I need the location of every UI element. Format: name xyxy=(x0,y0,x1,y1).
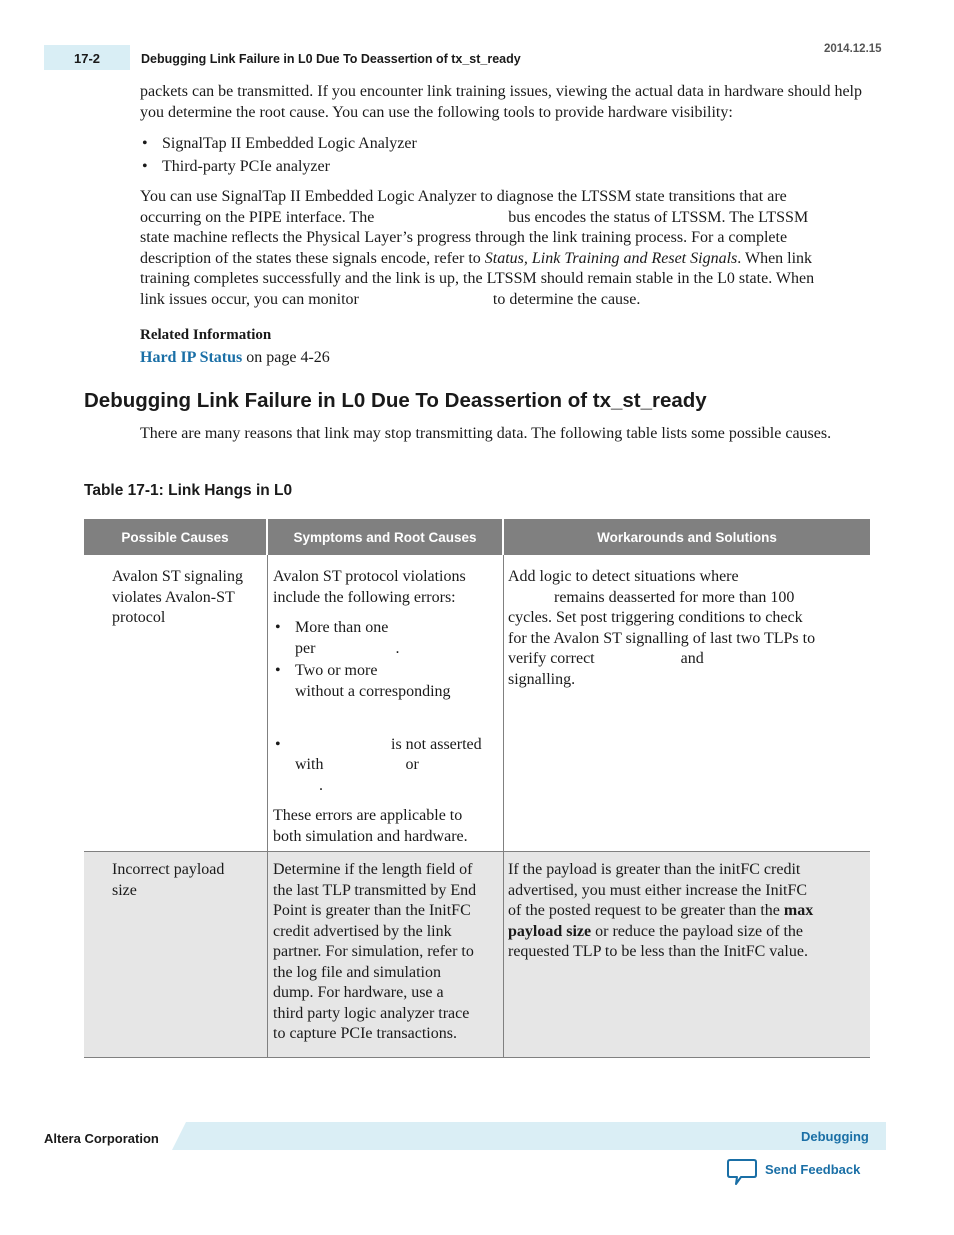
related-link-line: Hard IP Status on page 4-26 xyxy=(140,349,330,366)
footer-band xyxy=(172,1122,886,1150)
column-header-workarounds: Workarounds and Solutions xyxy=(504,519,870,555)
footer-band-notch xyxy=(172,1122,186,1150)
row-divider xyxy=(84,851,870,852)
footer-company: Altera Corporation xyxy=(44,1131,159,1146)
list-item: • Two or more without a corresponding xyxy=(275,662,451,700)
footer-section-name: Debugging xyxy=(801,1129,869,1144)
column-header-causes: Possible Causes xyxy=(84,519,266,555)
link-hangs-table xyxy=(84,519,870,1059)
column-header-symptoms: Symptoms and Root Causes xyxy=(268,519,502,555)
table-cell-cause: Incorrect payload size xyxy=(112,861,225,899)
related-information-heading: Related Information xyxy=(140,327,272,343)
list-item: • Third-party PCIe analyzer xyxy=(142,158,330,175)
table-bottom-border xyxy=(84,1057,870,1058)
send-feedback-link[interactable]: Send Feedback xyxy=(765,1162,861,1177)
list-item: • is not asserted with or . xyxy=(275,735,482,794)
section-heading: Debugging Link Failure in L0 Due To Deassertion of tx_st_ready xyxy=(84,389,707,412)
section-intro: There are many reasons that link may stop transmitting data. The following table lists some possible causes. xyxy=(140,425,832,442)
tool-list xyxy=(140,132,417,178)
table-cell-workaround: If the payload is greater than the initFC credit advertised, you must either increase the InitFC of the posted request to be greater than the max payload size or reduce the payload size of the requested TLP to be less than the InitFC value. xyxy=(508,861,814,960)
table-cell-workaround: Add logic to detect situations where remains deasserted for more than 100 cycles. Set post triggering conditions to check for the Avalon ST signalling of last two TLPs to verify correct and signalling. xyxy=(508,568,816,688)
table-cell-symptoms: Determine if the length field of the last TLP transmitted by End Point is greater than the InitFC credit advertised by the link partner. For simulation, refer to the log file and simulation dump. For hardware, use a third party logic analyzer trace to capture PCIe transactions. xyxy=(273,861,477,1042)
running-header-title: Debugging Link Failure in L0 Due To Deassertion of tx_st_ready xyxy=(141,52,521,66)
list-item: • SignalTap II Embedded Logic Analyzer xyxy=(142,135,417,152)
intro-paragraph: packets can be transmitted. If you encounter link training issues, viewing the actual data in hardware should help you determine the root cause. You can use the following tools to provide hardware visibility: xyxy=(140,83,862,121)
hard-ip-status-link[interactable]: Hard IP Status xyxy=(140,349,243,366)
document-date: 2014.12.15 xyxy=(824,43,882,55)
column-divider xyxy=(503,555,504,1057)
table-caption: Table 17-1: Link Hangs in L0 xyxy=(84,482,293,499)
table-cell-cause: Avalon ST signaling violates Avalon-ST protocol xyxy=(112,568,243,626)
column-divider xyxy=(267,555,268,1057)
ltssm-paragraph: You can use SignalTap II Embedded Logic Analyzer to diagnose the LTSSM state transitions that are occurring on the PIPE interface. The bus encodes the status of LTSSM. The LTSSM state machine reflects the Physical Layer’s progress through the link training process. For a complete description of the states these signals encode, refer to Status, Link Training and Reset Signals. When link training completes successfully and the link is up, the LTSSM should remain stable in the L0 state. When link issues occur, you can monitor to determine the cause. xyxy=(140,188,815,308)
speech-bubble-icon[interactable] xyxy=(727,1158,757,1186)
page-number: 17-2 xyxy=(73,51,101,66)
table-cell-symptoms: Avalon ST protocol violations include the following errors: • More than one per . • Two or more without a corresponding • is not asserted with or . These errors are applicable to both simulation and hardware. xyxy=(273,567,501,847)
list-item: • More than one per . xyxy=(275,619,400,657)
